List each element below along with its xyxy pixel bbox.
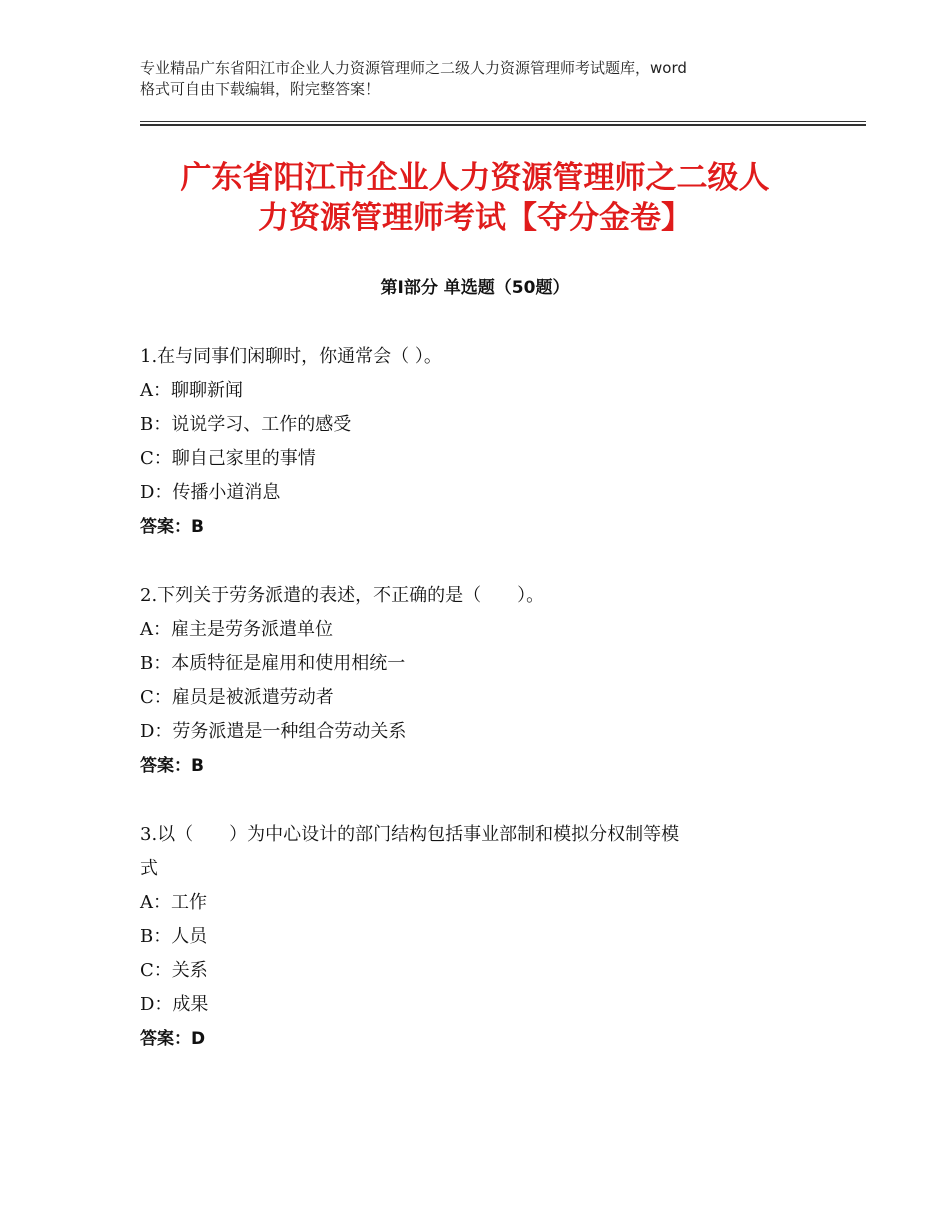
section-heading: 第Ⅰ部分 单选题（50题） <box>380 278 570 298</box>
answer-label: 答案：B <box>140 517 204 537</box>
answer-label: 答案：B <box>140 756 204 776</box>
option-d: D：成果 <box>140 994 209 1015</box>
header-note-line-2: 格式可自由下载编辑，附完整答案！ <box>140 80 381 98</box>
question-stem: 2.下列关于劳务派遣的表述，不正确的是（ ）。 <box>140 585 545 606</box>
option-b: B：说说学习、工作的感受 <box>140 414 352 435</box>
option-d: D：传播小道消息 <box>140 482 281 503</box>
answer-label: 答案：D <box>140 1029 206 1049</box>
question-stem-line-2: 式 <box>140 858 158 879</box>
question-2 <box>140 579 820 783</box>
option-b: B：本质特征是雇用和使用相统一 <box>140 653 406 674</box>
option-d: D：劳务派遣是一种组合劳动关系 <box>140 721 407 742</box>
document-title <box>60 158 890 238</box>
question-1 <box>140 340 820 544</box>
option-a: A：工作 <box>140 892 207 913</box>
option-a: A：聊聊新闻 <box>140 380 243 401</box>
question-stem: 1.在与同事们闲聊时，你通常会（ ）。 <box>140 346 442 367</box>
option-a: A：雇主是劳务派遣单位 <box>140 619 333 640</box>
option-c: C：雇员是被派遣劳动者 <box>140 687 334 708</box>
question-3 <box>140 818 820 1056</box>
option-b: B：人员 <box>140 926 208 947</box>
header-note-line-1: 专业精品广东省阳江市企业人力资源管理师之二级人力资源管理师考试题库，word <box>140 59 687 77</box>
header-divider-thin <box>140 121 866 122</box>
question-stem-line-1: 3.以（ ）为中心设计的部门结构包括事业部制和模拟分权制等模 <box>140 824 680 845</box>
document-header-note <box>140 58 820 100</box>
document-title-line-1: 广东省阳江市企业人力资源管理师之二级人 <box>180 160 770 196</box>
option-c: C：聊自己家里的事情 <box>140 448 316 469</box>
header-divider-thick <box>140 124 866 126</box>
option-c: C：关系 <box>140 960 208 981</box>
document-title-line-2: 力资源管理师考试【夺分金卷】 <box>258 200 692 236</box>
